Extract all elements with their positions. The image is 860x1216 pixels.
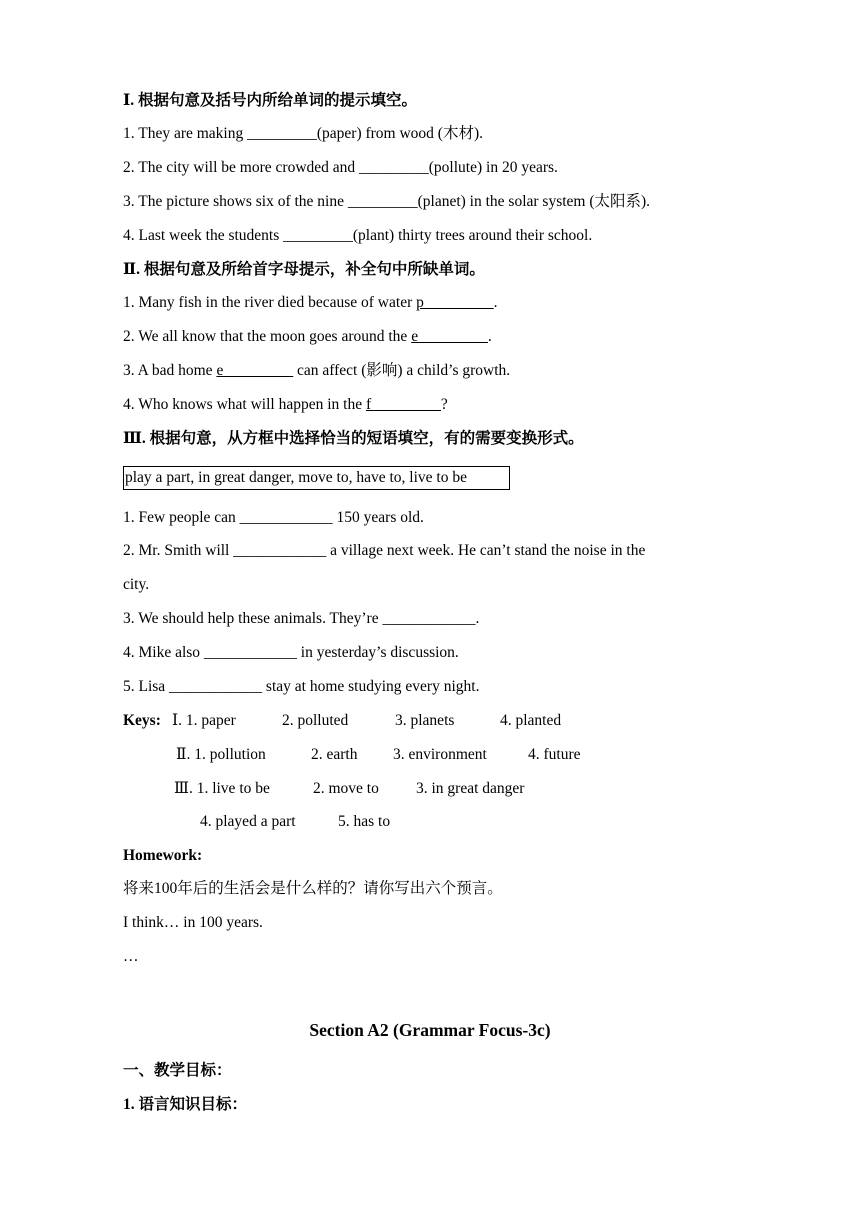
part2-item-4 bbox=[123, 395, 448, 415]
part3-item-3: 3. We should help these animals. They’re ____________. bbox=[123, 610, 480, 627]
answer-blank: f_________ bbox=[365, 396, 441, 413]
homework-prompt: 将来100年后的生活会是什么样的？请你写出六个预言。 bbox=[123, 880, 503, 897]
homework-ellipsis: … bbox=[123, 948, 139, 965]
key-3-1: Ⅲ. 1. live to be bbox=[174, 780, 270, 797]
section-subheading-1: 一、教学目标： bbox=[123, 1062, 232, 1079]
key-2-3: 3. environment bbox=[393, 746, 487, 763]
homework-label: Homework: bbox=[123, 847, 203, 864]
item-text: can affect (影响) a child’s growth. bbox=[293, 362, 511, 379]
part3-item-1: 1. Few people can ____________ 150 years old. bbox=[123, 509, 424, 526]
key-3-2: 2. move to bbox=[313, 780, 379, 797]
key-2-1: Ⅱ. 1. pollution bbox=[176, 746, 266, 763]
part1-item-4: 4. Last week the students _________(plant) thirty trees around their school. bbox=[123, 227, 593, 244]
part2-heading: Ⅱ. 根据句意及所给首字母提示，补全句中所缺单词。 bbox=[123, 261, 485, 278]
answer-blank: e_________ bbox=[216, 362, 294, 379]
key-4-1: 4. played a part bbox=[200, 813, 296, 830]
item-text: 4. Who knows what will happen in the bbox=[123, 396, 366, 413]
key-3-3: 3. in great danger bbox=[416, 780, 525, 797]
key-1-4: 4. planted bbox=[500, 712, 562, 729]
part1-item-3: 3. The picture shows six of the nine _________(planet) in the solar system (太阳系). bbox=[123, 193, 651, 210]
part1-item-1: 1. They are making _________(paper) from wood (木材). bbox=[123, 125, 483, 142]
section-subheading-2: 1. 语言知识目标： bbox=[123, 1096, 248, 1113]
item-text: 3. A bad home bbox=[123, 362, 217, 379]
item-text: . bbox=[487, 328, 492, 345]
part2-item-2 bbox=[123, 327, 492, 347]
key-1-1: Ⅰ. 1. paper bbox=[172, 712, 236, 729]
part3-item-4: 4. Mike also ____________ in yesterday’s discussion. bbox=[123, 644, 459, 661]
key-1-2: 2. polluted bbox=[282, 712, 349, 729]
item-text: 1. Many fish in the river died because of water bbox=[123, 294, 417, 311]
part3-item-2: 2. Mr. Smith will ____________ a village next week. He can’t stand the noise in the bbox=[123, 542, 646, 559]
word-box: play a part, in great danger, move to, have to, live to be bbox=[123, 466, 510, 490]
part3-item-2-continued: city. bbox=[123, 576, 150, 593]
key-4-2: 5. has to bbox=[338, 813, 391, 830]
section-title: Section A2 (Grammar Focus-3c) bbox=[309, 1020, 551, 1040]
item-text: . bbox=[493, 294, 498, 311]
answer-blank: e_________ bbox=[411, 328, 488, 345]
part2-item-1 bbox=[123, 293, 497, 313]
answer-blank: p_________ bbox=[416, 294, 494, 311]
item-text: 2. We all know that the moon goes around the bbox=[123, 328, 412, 345]
key-1-3: 3. planets bbox=[395, 712, 455, 729]
part3-heading: Ⅲ. 根据句意，从方框中选择恰当的短语填空，有的需要变换形式。 bbox=[123, 430, 584, 447]
keys-label: Keys: bbox=[123, 712, 161, 729]
homework-line: I think… in 100 years. bbox=[123, 914, 263, 931]
part1-item-2: 2. The city will be more crowded and _________(pollute) in 20 years. bbox=[123, 159, 558, 176]
item-text: ? bbox=[440, 396, 448, 413]
part2-item-3 bbox=[123, 361, 510, 381]
part1-heading: Ⅰ. 根据句意及括号内所给单词的提示填空。 bbox=[123, 92, 418, 109]
key-2-4: 4. future bbox=[528, 746, 581, 763]
part3-item-5: 5. Lisa ____________ stay at home studying every night. bbox=[123, 678, 480, 695]
key-2-2: 2. earth bbox=[311, 746, 358, 763]
